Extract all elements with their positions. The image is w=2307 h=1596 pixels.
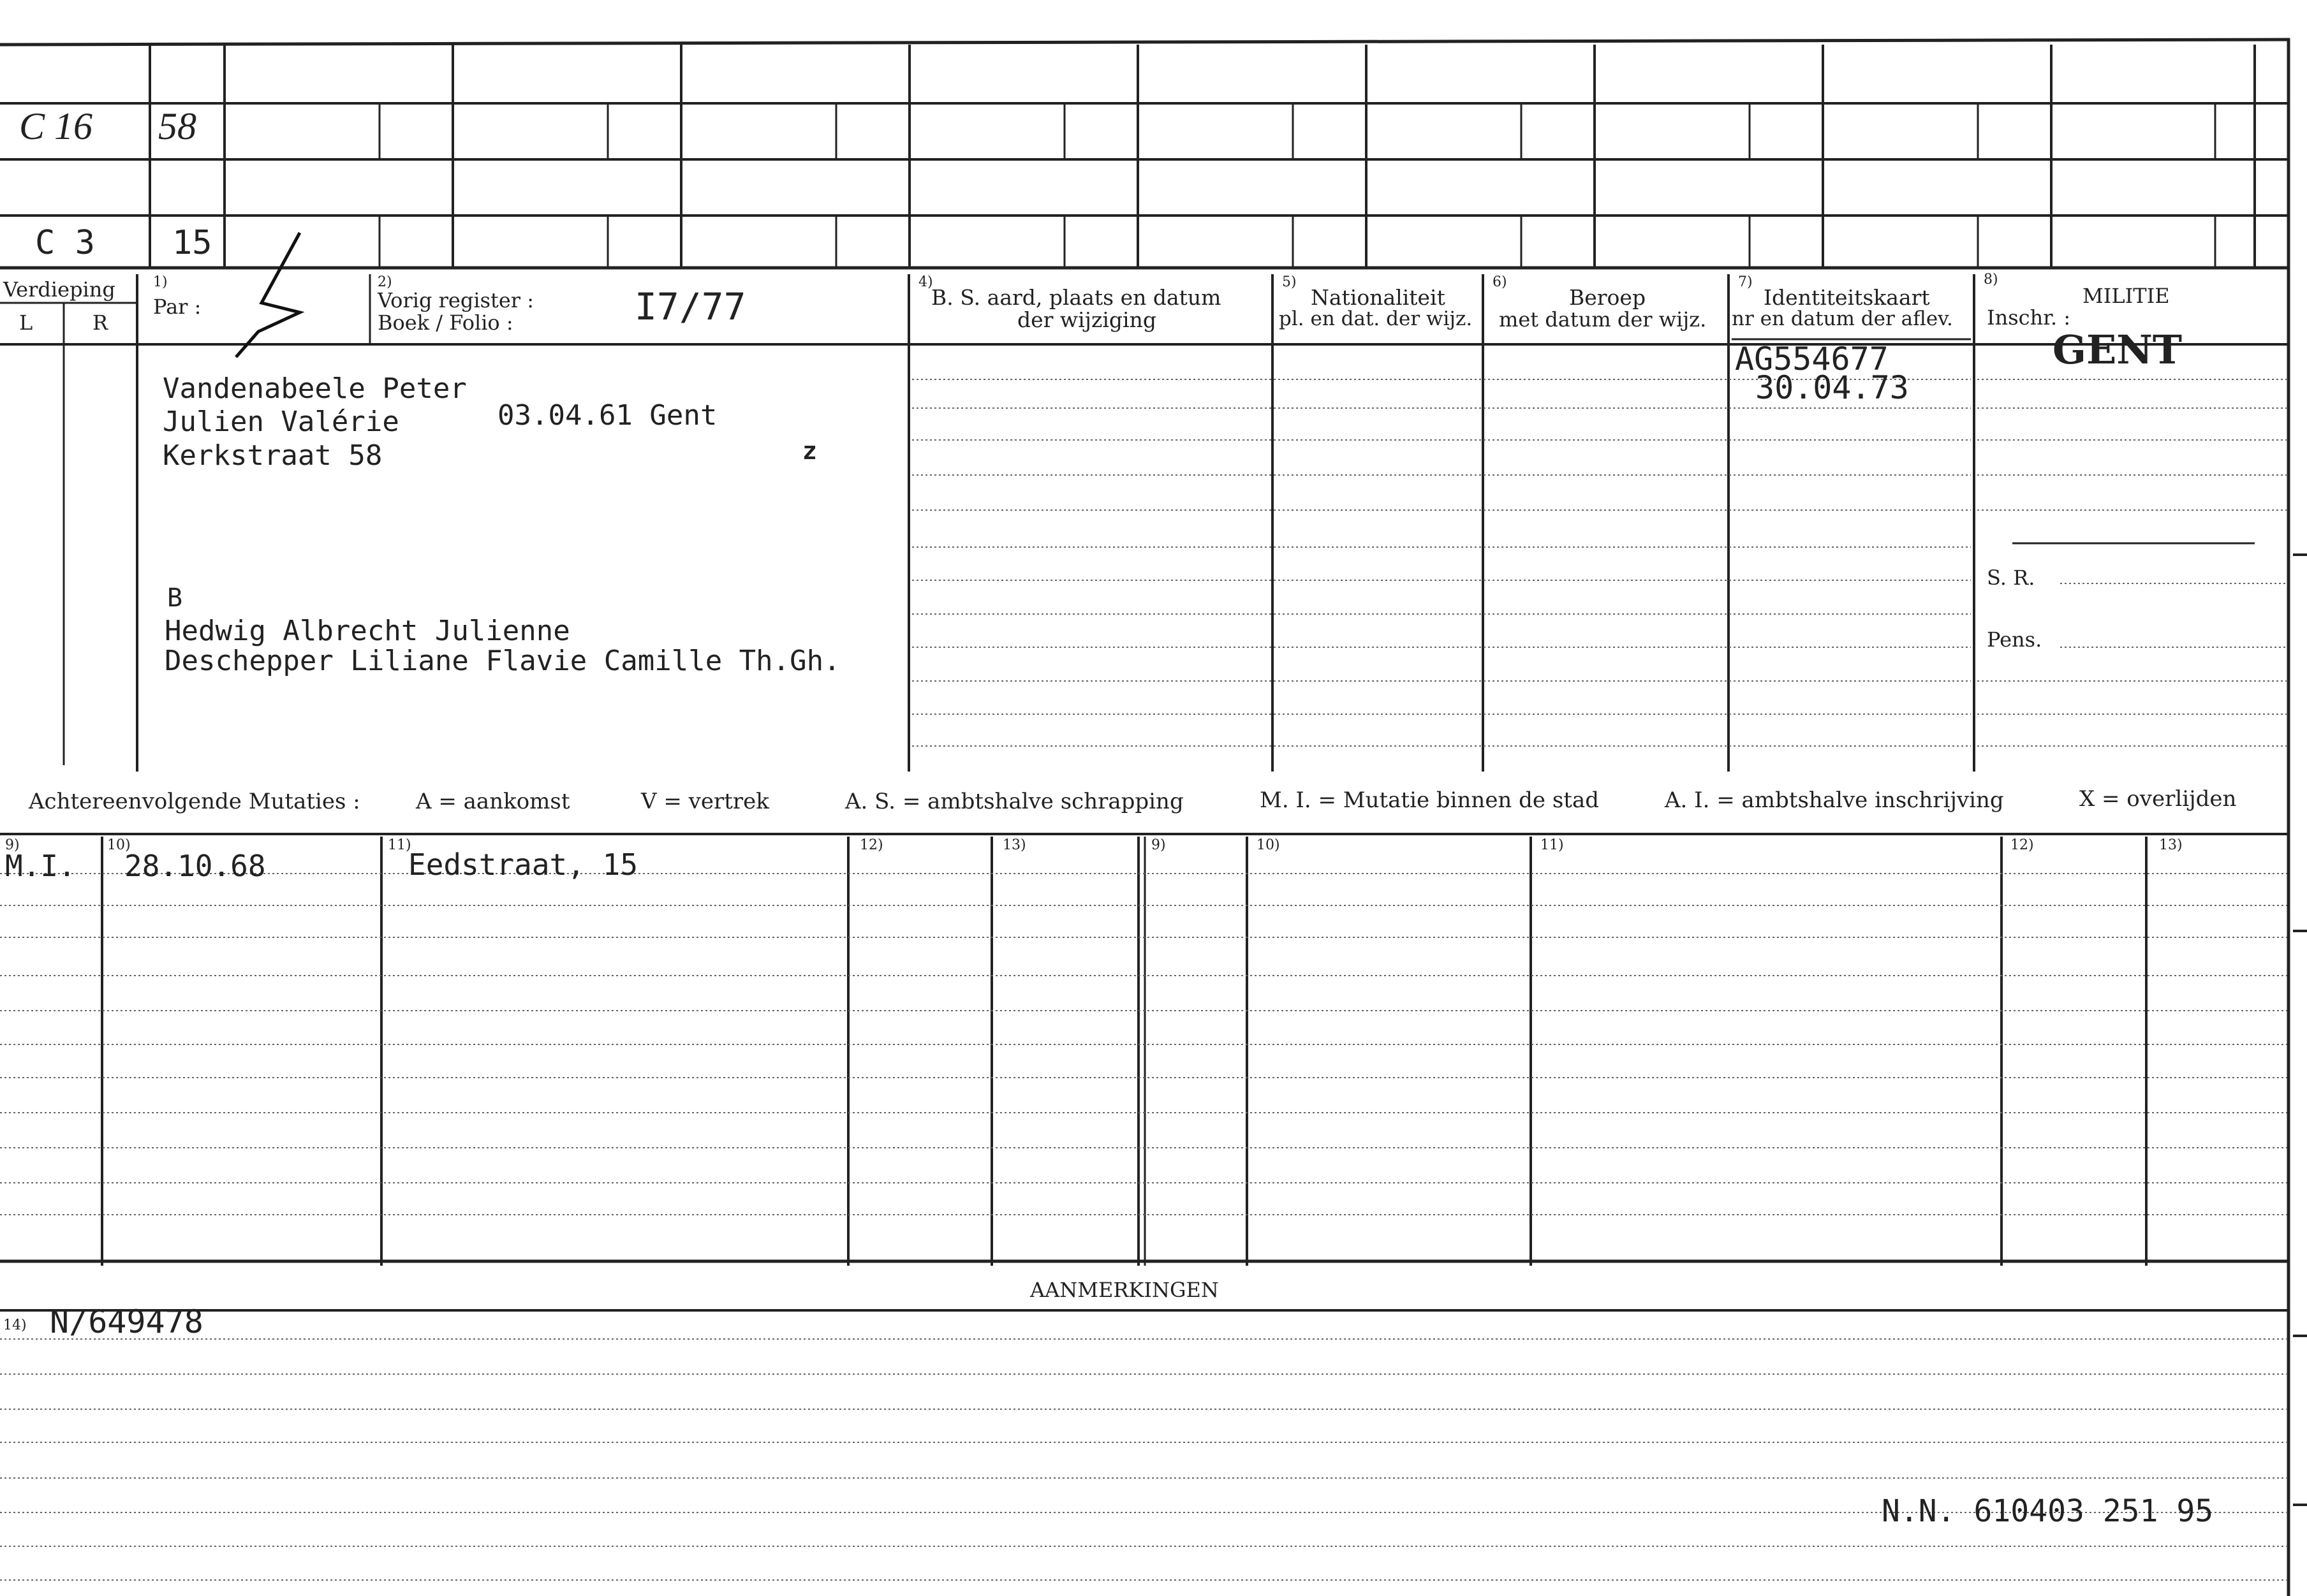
verdieping-label: Verdieping xyxy=(3,277,115,302)
vorig-register-value: I7/77 xyxy=(635,285,746,328)
mut-col-11: 11) xyxy=(388,837,411,853)
remarks-number: 14) xyxy=(3,1317,27,1333)
mutation-date: 28.10.68 xyxy=(124,849,266,883)
nationality-header-line1: Nationaliteit xyxy=(1311,285,1445,310)
col-7-number: 7) xyxy=(1738,274,1753,290)
person-address: Kerkstraat 58 xyxy=(163,439,383,472)
mut-col-13b: 13) xyxy=(2159,837,2183,853)
mut-col-9: 9) xyxy=(5,837,20,853)
bs-header-line1: B. S. aard, plaats en datum xyxy=(931,285,1221,310)
register-code-2: C 3 xyxy=(35,224,95,262)
id-card-header-line1: Identiteitskaart xyxy=(1764,285,1930,310)
person-given-names: Julien Valérie xyxy=(163,406,399,438)
mutation-address: Eedstraat, 15 xyxy=(408,847,638,882)
register-number-1: 58 xyxy=(158,105,196,147)
legend-death: X = overlijden xyxy=(2079,786,2237,812)
mut-col-10b: 10) xyxy=(1257,837,1280,853)
legend-arrival: A = aankomst xyxy=(416,789,570,814)
col-2-number: 2) xyxy=(378,274,392,290)
mutations-title: Achtereenvolgende Mutaties : xyxy=(29,789,360,814)
national-number: N.N. 610403 251 95 xyxy=(1882,1493,2214,1529)
person-line5: Hedwig Albrecht Julienne xyxy=(165,615,570,647)
col-4-number: 4) xyxy=(918,274,933,290)
mut-col-9b: 9) xyxy=(1151,837,1166,853)
id-card-number: AG554677 xyxy=(1735,340,1889,377)
remarks-title: AANMERKINGEN xyxy=(1030,1278,1219,1302)
person-line6: Deschepper Liliane Flavie Camille Th.Gh. xyxy=(165,645,841,677)
col-1-number: 1) xyxy=(153,274,168,290)
nationality-header-line2: pl. en dat. der wijz. xyxy=(1279,307,1473,330)
person-birth: 03.04.61 Gent xyxy=(498,399,718,432)
mut-col-13: 13) xyxy=(1003,837,1026,853)
remarks-entry: N/649478 xyxy=(50,1303,203,1340)
person-name: Vandenabeele Peter xyxy=(163,372,467,405)
id-card-date: 30.04.73 xyxy=(1755,369,1909,406)
mut-col-10: 10) xyxy=(107,837,131,853)
mut-col-11b: 11) xyxy=(1540,837,1564,853)
militia-stamp: GENT xyxy=(2053,326,2183,373)
mut-col-12: 12) xyxy=(860,837,883,853)
b-label: B xyxy=(167,583,183,613)
bs-header-line2: der wijziging xyxy=(1017,307,1156,332)
legend-departure: V = vertrek xyxy=(641,789,769,814)
mut-col-12b: 12) xyxy=(2010,837,2034,853)
sr-label: S. R. xyxy=(1987,566,2035,590)
profession-header-line2: met datum der wijz. xyxy=(1499,307,1707,332)
vorig-register-label: Vorig register : xyxy=(378,288,534,312)
register-code-1: C 16 xyxy=(19,105,93,147)
register-number-2: 15 xyxy=(172,224,212,262)
floor-l-label: L xyxy=(19,311,33,335)
pens-label: Pens. xyxy=(1987,627,2042,652)
col-5-number: 5) xyxy=(1282,274,1297,290)
mutation-type: M.I. xyxy=(5,849,76,883)
col-8-number: 8) xyxy=(1984,272,1998,288)
inschrijving-label: Inschr. : xyxy=(1987,305,2071,330)
col-6-number: 6) xyxy=(1493,274,1507,290)
z-mark: z xyxy=(802,437,817,465)
legend-ambtshalve-schrapping: A. S. = ambtshalve schrapping xyxy=(845,789,1184,814)
boek-folio-label: Boek / Folio : xyxy=(378,311,513,335)
floor-r-label: R xyxy=(92,311,108,335)
militia-header: MILITIE xyxy=(2082,284,2170,308)
par-label: Par : xyxy=(153,295,202,319)
par-signature xyxy=(236,233,300,357)
legend-mutatie-stad: M. I. = Mutatie binnen de stad xyxy=(1260,787,1599,813)
profession-header-line1: Beroep xyxy=(1569,285,1646,310)
legend-ambtshalve-inschrijving: A. I. = ambtshalve inschrijving xyxy=(1665,787,2004,813)
id-card-header-line2: nr en datum der aflev. xyxy=(1732,307,1953,330)
